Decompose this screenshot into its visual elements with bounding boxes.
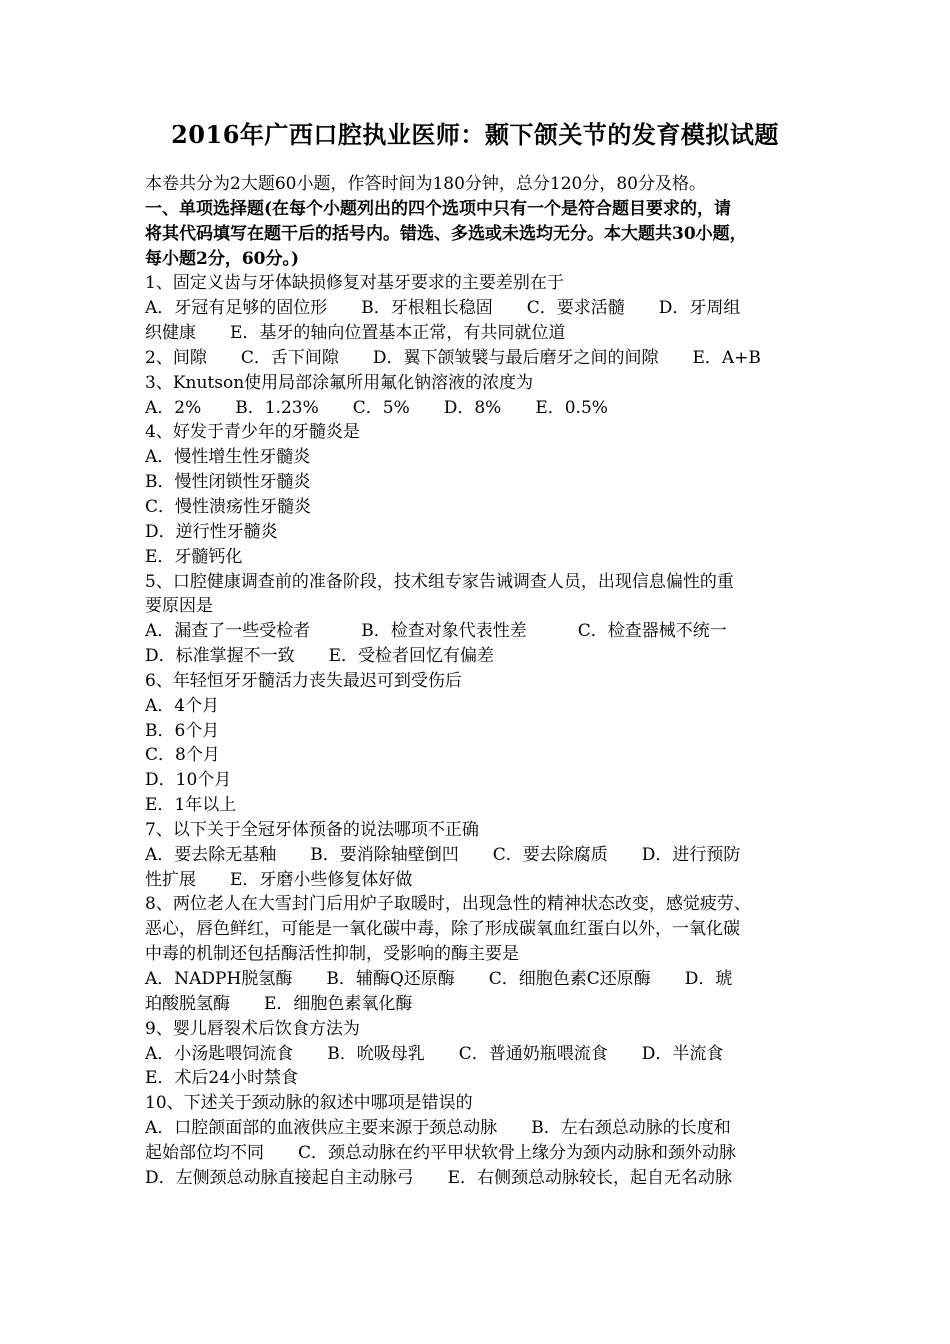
answer-option: B．6个月	[145, 720, 220, 741]
document-body	[145, 172, 817, 1191]
answer-option: C．慢性溃疡性牙髓炎	[145, 496, 312, 517]
answer-options: A．2% B．1.23% C．5% D．8% E．0.5%	[145, 397, 608, 418]
document-title: 2016年广西口腔执业医师：颞下颌关节的发育模拟试题	[171, 120, 779, 149]
answer-options: 织健康 E．基牙的轴向位置基本正常，有共同就位道	[145, 323, 566, 344]
answer-options: E．术后24小时禁食	[145, 1068, 299, 1089]
answer-options: A．口腔颌面部的血液供应主要来源于颈总动脉 B．左右颈总动脉的长度和	[145, 1118, 731, 1139]
answer-option: E．牙髓钙化	[145, 546, 243, 567]
question-text: 2、间隙 C．舌下间隙 D．翼下颌皱襞与最后磨牙之间的间隙 E．A+B	[145, 347, 761, 368]
answer-options: A．小汤匙喂饲流食 B．吮吸母乳 C．普通奶瓶喂流食 D．半流食	[145, 1043, 724, 1064]
answer-options: D．标准掌握不一致 E．受检者回忆有偏差	[145, 646, 495, 667]
answer-option: E．1年以上	[145, 795, 237, 816]
question-text: 7、以下关于全冠牙体预备的说法哪项不正确	[145, 819, 479, 840]
answer-options: A．要去除无基釉 B．要消除轴壁倒凹 C．要去除腐质 D．进行预防	[145, 844, 741, 865]
section-heading-line: 每小题2分，60分。)	[145, 248, 300, 269]
answer-options: A．NADPH脱氢酶 B．辅酶Q还原酶 C．细胞色素C还原酶 D．琥	[145, 969, 733, 989]
question-text: 4、好发于青少年的牙髓炎是	[145, 422, 360, 443]
answer-options: 起始部位均不同 C．颈总动脉在约平甲状软骨上缘分为颈内动脉和颈外动脉	[145, 1142, 737, 1163]
question-text: 6、年轻恒牙牙髓活力丧失最迟可到受伤后	[145, 670, 462, 691]
exam-intro: 本卷共分为2大题60小题，作答时间为180分钟，总分120分，80分及格。	[145, 174, 706, 194]
question-text: 3、Knutson使用局部涂氟所用氟化钠溶液的浓度为	[145, 372, 534, 393]
answer-option: D．逆行性牙髓炎	[145, 521, 278, 542]
answer-options: A．牙冠有足够的固位形 B．牙根粗长稳固 C．要求活髓 D．牙周组	[145, 298, 741, 319]
question-text: 要原因是	[145, 596, 213, 617]
answer-options: 性扩展 E．牙磨小些修复体好做	[145, 869, 413, 890]
answer-option: A．慢性增生性牙髓炎	[145, 447, 311, 468]
question-text: 10、下述关于颈动脉的叙述中哪项是错误的	[145, 1093, 473, 1114]
answer-option: A．4个月	[145, 695, 220, 716]
question-text: 5、口腔健康调查前的准备阶段，技术组专家告诫调查人员，出现信息偏性的重	[145, 571, 734, 592]
section-heading-line: 一、单项选择题(在每个小题列出的四个选项中只有一个是符合题目要求的，请	[145, 198, 732, 219]
answer-option: B．慢性闭锁性牙髓炎	[145, 472, 311, 493]
answer-options: D．左侧颈总动脉直接起自主动脉弓 E．右侧颈总动脉较长，起自无名动脉	[145, 1167, 733, 1188]
answer-options: 珀酸脱氢酶 E．细胞色素氧化酶	[145, 993, 413, 1014]
answer-options: A．漏查了一些受检者 B．检查对象代表性差 C．检查器械不统一	[145, 621, 727, 642]
question-text: 1、固定义齿与牙体缺损修复对基牙要求的主要差别在于	[145, 273, 564, 294]
question-text: 中毒的机制还包括酶活性抑制，受影响的酶主要是	[145, 944, 519, 965]
question-text: 恶心，唇色鲜红，可能是一氧化碳中毒，除了形成碳氧血红蛋白以外，一氧化碳	[145, 919, 740, 940]
question-text: 8、两位老人在大雪封门后用炉子取暖时，出现急性的精神状态改变，感觉疲劳、	[145, 894, 751, 915]
section-heading-line: 将其代码填写在题干后的括号内。错选、多选或未选均无分。本大题共30小题，	[145, 223, 747, 244]
answer-option: D．10个月	[145, 770, 232, 791]
question-text: 9、婴儿唇裂术后饮食方法为	[145, 1018, 360, 1039]
answer-option: C．8个月	[145, 745, 220, 766]
